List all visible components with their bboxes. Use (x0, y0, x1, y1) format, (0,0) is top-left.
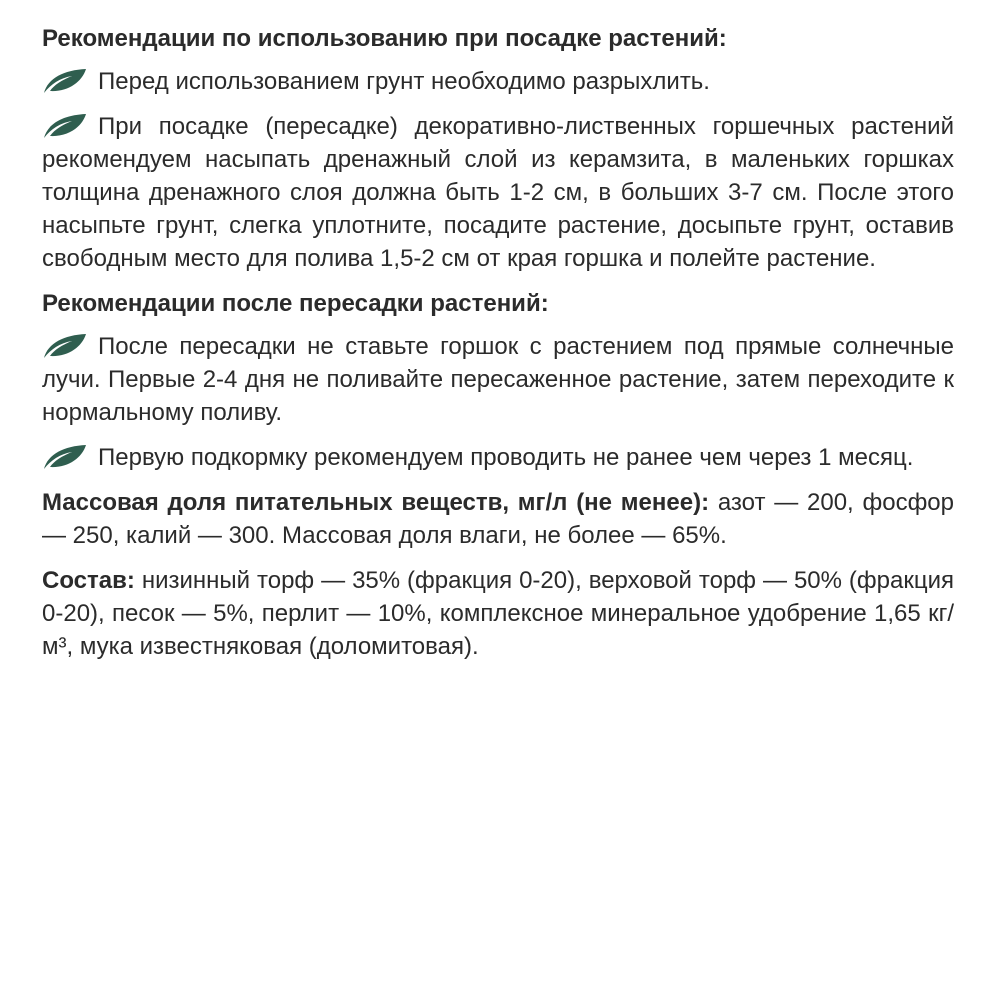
list-item (42, 65, 954, 98)
leaf-icon (42, 444, 88, 470)
list-item-text: После пересадки не ставьте горшок с растением под прямые солнечные лучи. Первые 2-4 дня не поливайте пересаженное растение, затем переходите к нормальному поливу. (42, 333, 954, 426)
list-item-text: При посадке (пересадке) декоративно-лиственных горшечных растений рекомендуем насыпать дренажный слой из керамзита, в маленьких горшках толщина дренажного слоя должна быть 1-2 см, в больших 3-7 см. После этого насыпьте грунт, слегка уплотните, посадите растение, досыпьте грунт, оставив свободным место для полива 1,5-2 см от края горшка и полейте растение. (42, 113, 954, 272)
nutrients-label: Массовая доля питательных веществ, мг/л (не менее): (42, 489, 710, 516)
nutrients-paragraph (42, 486, 954, 552)
nutrients-text: азот — 200, фосфор — 250, калий — 300. Массовая доля влаги, не более — 65%. (42, 489, 955, 549)
leaf-icon (42, 113, 88, 139)
list-item-text: Первую подкормку рекомендуем проводить не ранее чем через 1 месяц. (98, 444, 914, 471)
section-heading-planting: Рекомендации по использованию при посадке растений: (42, 25, 727, 52)
list-item (42, 441, 954, 474)
leaf-icon (42, 333, 88, 359)
list-item (42, 330, 954, 429)
composition-text: низинный торф — 35% (фракция 0-20), верховой торф — 50% (фракция 0-20), песок — 5%, перлит — 10%, комплексное минеральное удобрение 1,65 кг/м³, мука известняковая (доломитовая). (42, 567, 955, 660)
list-item-text: Перед использованием грунт необходимо разрыхлить. (98, 68, 710, 95)
list-item (42, 110, 954, 275)
composition-paragraph (42, 564, 954, 663)
composition-label: Состав: (42, 567, 135, 594)
instructions-document (42, 22, 954, 675)
leaf-icon (42, 68, 88, 94)
section-heading-after-transplant: Рекомендации после пересадки растений: (42, 290, 549, 317)
